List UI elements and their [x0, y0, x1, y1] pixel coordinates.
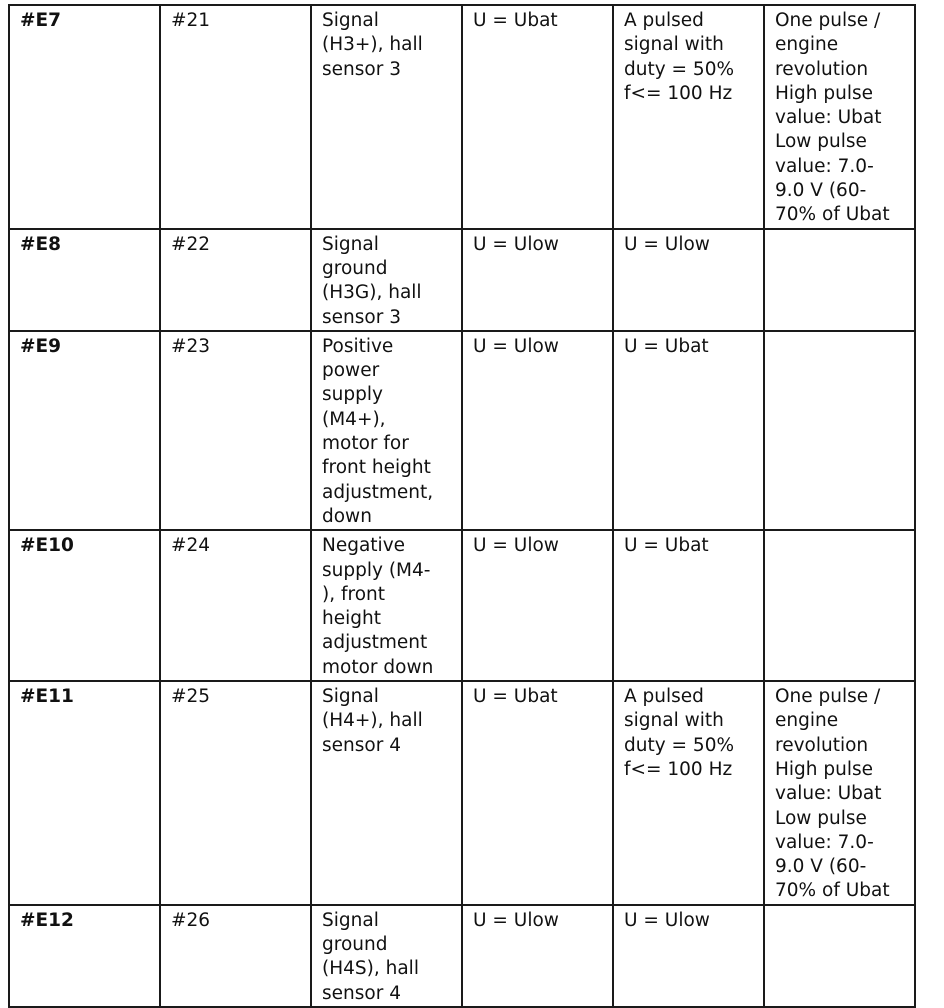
voltage-cell-a: U = Ulow — [462, 229, 613, 331]
voltage-cell-a: U = Ulow — [462, 331, 613, 530]
pin-id-cell: #E8 — [9, 229, 160, 331]
pin-id-cell: #E12 — [9, 905, 160, 1007]
connector-ref-cell: #25 — [160, 681, 311, 905]
table-row — [9, 5, 915, 229]
description-cell: Signal (H3+), hall sensor 3 — [311, 5, 462, 229]
pin-id-cell: #E10 — [9, 530, 160, 681]
description-cell: Signal (H4+), hall sensor 4 — [311, 681, 462, 905]
table-row — [9, 681, 915, 905]
voltage-cell-a: U = Ulow — [462, 530, 613, 681]
note-cell: One pulse / engine revolution High pulse value: Ubat Low pulse value: 7.0- 9.0 V (60- 70% of Ubat — [764, 5, 915, 229]
table-row — [9, 905, 915, 1007]
voltage-cell-b: A pulsed signal with duty = 50% f<= 100 Hz — [613, 5, 764, 229]
voltage-cell-b: A pulsed signal with duty = 50% f<= 100 Hz — [613, 681, 764, 905]
connector-ref-cell: #23 — [160, 331, 311, 530]
note-cell — [764, 229, 915, 331]
table-row — [9, 229, 915, 331]
voltage-cell-a: U = Ulow — [462, 905, 613, 1007]
note-cell: One pulse / engine revolution High pulse value: Ubat Low pulse value: 7.0- 9.0 V (60- 70% of Ubat — [764, 681, 915, 905]
connector-ref-cell: #21 — [160, 5, 311, 229]
pin-signal-table — [8, 4, 916, 1008]
description-cell: Signal ground (H3G), hall sensor 3 — [311, 229, 462, 331]
description-cell: Negative supply (M4- ), front height adjustment motor down — [311, 530, 462, 681]
connector-ref-cell: #22 — [160, 229, 311, 331]
note-cell — [764, 331, 915, 530]
note-cell — [764, 905, 915, 1007]
voltage-cell-b: U = Ubat — [613, 331, 764, 530]
voltage-cell-b: U = Ubat — [613, 530, 764, 681]
voltage-cell-a: U = Ubat — [462, 5, 613, 229]
description-cell: Positive power supply (M4+), motor for front height adjustment, down — [311, 331, 462, 530]
pin-id-cell: #E7 — [9, 5, 160, 229]
voltage-cell-a: U = Ubat — [462, 681, 613, 905]
connector-ref-cell: #26 — [160, 905, 311, 1007]
voltage-cell-b: U = Ulow — [613, 905, 764, 1007]
table-row — [9, 331, 915, 530]
voltage-cell-b: U = Ulow — [613, 229, 764, 331]
pin-id-cell: #E9 — [9, 331, 160, 530]
table-row — [9, 530, 915, 681]
note-cell — [764, 530, 915, 681]
description-cell: Signal ground (H4S), hall sensor 4 — [311, 905, 462, 1007]
connector-ref-cell: #24 — [160, 530, 311, 681]
pin-id-cell: #E11 — [9, 681, 160, 905]
